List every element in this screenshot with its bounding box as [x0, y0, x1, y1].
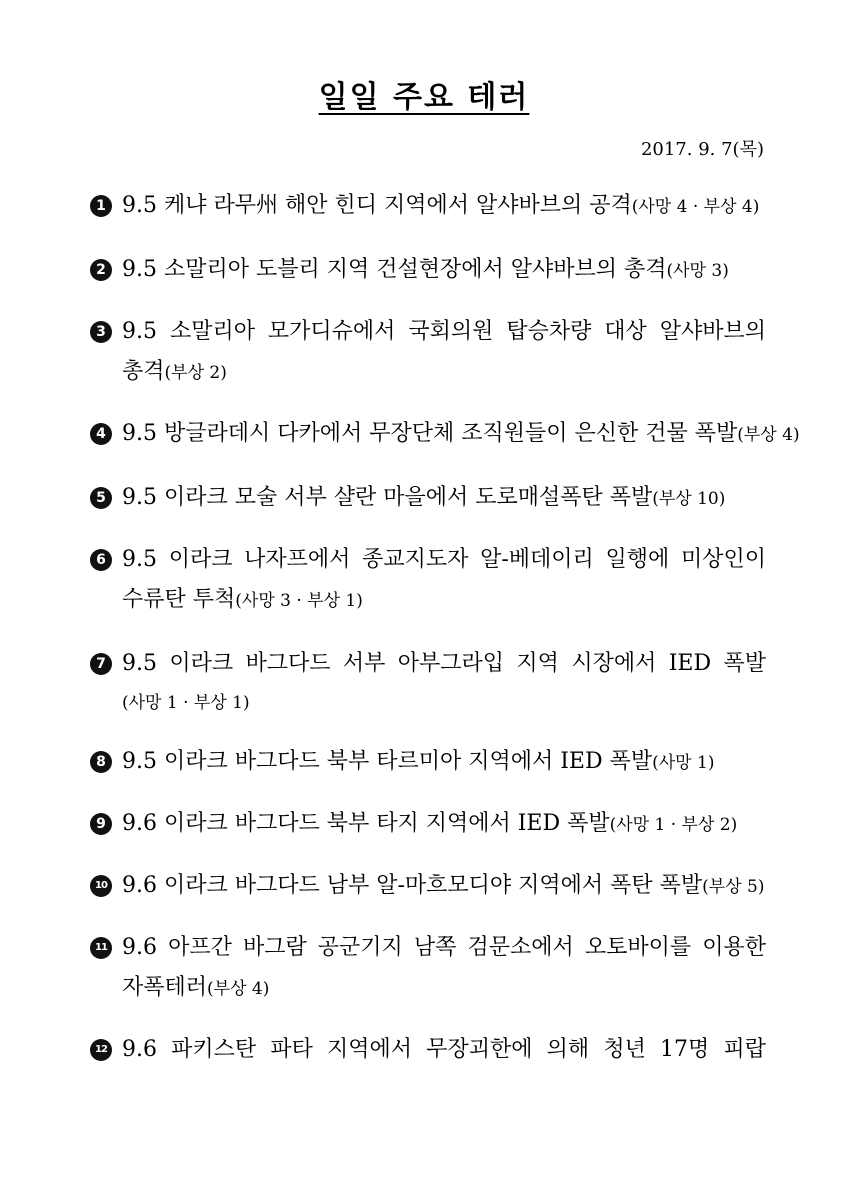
item-text: 9.6 파키스탄 파타 지역에서 무장괴한에 의해 청년 17명 피랍	[122, 1037, 766, 1062]
number-badge: 10	[90, 875, 112, 897]
item-text: 9.5 이라크 바그다드 서부 아부그라입 지역 시장에서 IED 폭발	[122, 651, 766, 676]
number-badge: 2	[90, 259, 112, 281]
item-text: 9.6 이라크 바그다드 남부 알-마흐모디야 지역에서 폭탄 폭발	[122, 873, 703, 898]
item-text: 9.5 케냐 라무州 해안 힌디 지역에서 알샤바브의 공격	[122, 193, 632, 218]
item-text: 9.6 아프간 바그람 공군기지 남쪽 검문소에서 오토바이를 이용한	[122, 935, 766, 960]
number-badge: 9	[90, 813, 112, 835]
item-casualty: (부상 2)	[164, 363, 227, 383]
item-text: 9.5 이라크 바그다드 북부 타르미아 지역에서 IED 폭발	[122, 749, 653, 774]
item-casualty: (사망 3 · 부상 1)	[235, 591, 363, 611]
number-badge: 7	[90, 653, 112, 675]
item-text: 9.5 이라크 나자프에서 종교지도자 알-베데이리 일행에 미상인이	[122, 547, 766, 572]
number-badge: 11	[90, 937, 112, 959]
item-casualty: (부상 10)	[652, 489, 726, 509]
item-casualty: (사망 1)	[652, 753, 715, 773]
item-text: 9.6 이라크 바그다드 북부 타지 지역에서 IED 폭발	[122, 811, 610, 836]
number-badge: 8	[90, 751, 112, 773]
number-badge: 1	[90, 195, 112, 217]
item-casualty: (사망 1 · 부상 2)	[609, 815, 738, 835]
number-badge: 6	[90, 549, 112, 571]
item-text-cont: 자폭테러	[122, 975, 208, 1000]
number-badge: 3	[90, 321, 112, 343]
item-text: 9.5 방글라데시 다카에서 무장단체 조직원들이 은신한 건물 폭발	[122, 421, 738, 446]
item-casualty: (사망 3)	[666, 261, 729, 281]
item-casualty: (사망 1 · 부상 1)	[122, 693, 250, 713]
item-text: 9.5 이라크 모술 서부 샬란 마을에서 도로매설폭탄 폭발	[122, 485, 653, 510]
item-text-cont: 수류탄 투척	[122, 587, 236, 612]
item-text: 9.5 소말리아 모가디슈에서 국회의원 탑승차량 대상 알샤바브의	[122, 319, 766, 344]
number-badge: 12	[90, 1039, 112, 1061]
item-casualty: (부상 4)	[207, 979, 270, 999]
item-text: 9.5 소말리아 도블리 지역 건설현장에서 알샤바브의 총격	[122, 257, 667, 282]
number-badge: 5	[90, 487, 112, 509]
page-title: 일일 주요 테러	[318, 80, 530, 115]
item-casualty: (부상 5)	[702, 877, 765, 897]
item-casualty: (부상 4)	[737, 425, 800, 445]
report-date: 2017. 9. 7(목)	[640, 139, 764, 160]
item-text-cont: 총격	[122, 359, 165, 384]
number-badge: 4	[90, 423, 112, 445]
item-casualty: (사망 4 · 부상 4)	[631, 197, 760, 217]
